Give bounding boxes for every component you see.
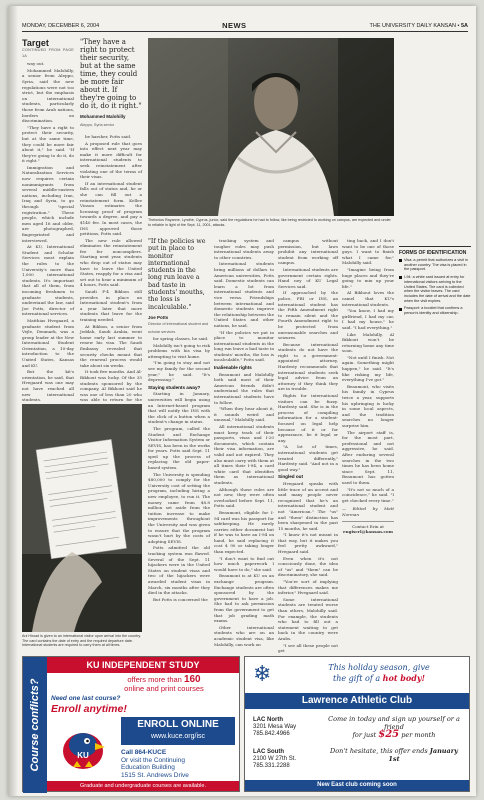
contact-line: Contact Erin at engiscrl@kansan.com (342, 521, 394, 535)
col3b-paragraphs (148, 391, 210, 602)
paragraph: The new rule allowed eliminates the reinstatement fee for noncompliers. Starting next year, students who drop out of status may have to leave the United States, reapply for a visa and set out to hear a minimum of 4 hours, Potts said. (80, 237, 142, 288)
paragraph: But Potts is concerned the (153, 596, 208, 602)
ku-ad-online-url[interactable]: www.kuce.org/isc (150, 733, 206, 740)
paragraph: "Imagine being from huge places and they're going to mix up your life." (342, 266, 394, 289)
contact-email[interactable]: engiscrl@kansan.com (343, 529, 393, 535)
paragraph: At Bikbon, a senior from Jeddah, Saudi Arabia, went home early last summer to renew his visa. The Saudi Embassy revealed that security checks meant that the renewal process would take about six weeks. (80, 323, 142, 368)
paragraph: Like Malohilly, Al Bikhout won't be returning home any time soon. (342, 331, 394, 354)
paragraph: Even when it's not consciously done, the idea of "us" and "them" can be discriminatory, she said. (278, 555, 338, 578)
continued-from-label: CONTINUED FROM PAGE 1A (22, 48, 74, 58)
paragraph: Al Bikhout loves the camel that KU's international students. (342, 290, 394, 307)
paragraph: Beaumont, who visits his family in Cyprus twice a year, supports his upbringing is lucky in some local aspects, and the tradition searches no longer surprise him. (342, 383, 394, 428)
col3-paragraphs (148, 336, 210, 383)
page-fold-shadow (8, 6, 18, 796)
paragraph: Matthias Hvegaard, a graduate student from Vejle, Denmark, was a group leader at the New International Student Orientation, a 10-day introduction to the United States, Kansas and KU. (22, 317, 74, 368)
paragraph: "I see all these people not get (278, 642, 338, 654)
paragraph: Beaumont is at KU on an exchange program. Exchange students are often sponsored by the government to have a job. She had to ask permission from the government to get that job grading math exams. (214, 573, 274, 624)
ku-ad-title: KU INDEPENDENT STUDY (86, 660, 200, 670)
portrait-illustration (148, 38, 394, 216)
card-illustration (22, 404, 142, 632)
paragraph: Other international students who are on an academic student visa, like Malohilly, can work on (214, 624, 274, 647)
pullquote2-role: Director of international student and scholar services (148, 322, 209, 334)
lac-ad-promo: Come in today and sign up yourself or a friend for just $25 per month (328, 715, 460, 740)
lac-ad-footer: New East club coming soon (245, 780, 469, 791)
paragraph: If an international student falls out of status and, he or she can fill out a reinstatement form. Kellee Vinson estimates the licensing proof of program towards a degree, and pay a $140 fee. In most cases, the INS approved those petitions, Potts said. (80, 180, 142, 237)
article-column-3 (148, 336, 210, 636)
header-date: MONDAY, DECEMBER 6, 2004 (22, 22, 100, 29)
paragraph: be harsher, Potts said. (85, 134, 132, 139)
paragraph: Saudi F-4 Bikbon still provides in place an International student's from a year later that more students that leave for the training needed. (80, 289, 142, 322)
pullquote-malohilly (80, 38, 142, 129)
ku-jayhawk-logo (53, 721, 113, 773)
paragraph: Some international students are treated worse than others, Malohilly said. For example, the students who had to fill out a statement waiting to get back in the country were Arabs. (278, 596, 338, 641)
lac-north-location: LAC North 3201 Mesa Way 785.842.4966 (253, 717, 297, 737)
paragraph: "It's not so much of a coincidence," he said. "I get checked every time." (342, 486, 394, 503)
ku-ad-vertical-text: Course conflicts? (29, 678, 41, 772)
col4-paragraphs (214, 238, 274, 363)
lac-ad-title-bar (245, 693, 469, 709)
paragraph: Immigration and Naturalization Services now requires certain nonimmigrants from several middle-eastern nations, including Iran, Iraq and Syria, to go through "special registration." These people, which include men aged 16 and older, are photographed, fingerprinted and interviewed. (22, 164, 74, 243)
ku-ad-offers: offers more than 160 online and print courses (124, 674, 204, 693)
ku-ad-enroll: Enroll anytime! (51, 703, 127, 715)
paragraph: Starting in January, universities will begin using an Internet-based program that will notify the INS with the click of a button when a student's change in status. (148, 391, 210, 425)
paragraph: Beaumont, eligible for I-94 card was his passport for safekeeping. He rarely carries either document but if he was to have an I-94 on hand, he said replacing it cost $ 90 or taking longer than expected. (214, 509, 274, 555)
article-kicker: Target (22, 38, 49, 48)
paragraph: "I'm going to stay and not see my family for the second year," he said. "It's depressing." (148, 360, 210, 383)
sidebar-list (399, 258, 471, 316)
paragraph: Beaumont and Malohilly both said most of their American friends didn't understand the rules that international students have to follow. (214, 371, 274, 405)
ku-brand-letters: KU (77, 751, 89, 760)
ku-ad-need: Need one last course? (51, 695, 121, 702)
ku-ad-course-count: 160 (183, 674, 201, 685)
newspaper-page (8, 6, 476, 796)
identification-sidebar (399, 246, 471, 319)
paragraph: "A lot of times, international students get treated differently," Hardesty said. "And not in a good way." (278, 444, 338, 472)
ku-ad-vertical-band (23, 657, 47, 793)
lac-north-phone[interactable]: 785.842.4966 (253, 731, 290, 737)
paragraph: A proposed rule that goes into effect next year may make it more difficult for international students to seek reinstatement after violating one of the terms of their visas. (80, 140, 142, 180)
paragraph: If approached by the police, FBI or INS, an international student has the Fifth Amendment right to remain silent and the Fourth Amendment right to be protected from unreasonable searches and seizures. (278, 290, 338, 341)
paragraph: International students bring millions of dollars to American universities, Potts said. Domestic students can learn a lot from international students and vice versa. Friendships between international and domestic students improve the relationship between the United States and other nations, he said. (214, 261, 274, 328)
paragraph: "They have a right to protect their security, but at the same time, they could be more fair about it," he said. "If they're going to do it, do it right." (22, 124, 74, 164)
paragraph: ting back, and I don't want to be one of those guys. I want to finish what I came for," Malohilly said. (342, 238, 394, 266)
ku-ad-title-bar (47, 657, 239, 673)
ku-ad-footer: Graduate and undergraduate courses are available. (47, 781, 239, 791)
paragraph: tracking system and tougher rules may push international students away to other countries. (214, 238, 274, 260)
paragraph: The airport staff is, for the most part, professional and not aggressive, he said. After enduring several searches in the two times he has been home since Sept. 11, Beaumont has gotten used to them. (342, 429, 394, 485)
article-column-6 (342, 238, 394, 636)
photo2-caption: Ani Hiroad is given to an international visitor upon arrival into the country. The card contains the date of entry and the required departure date. International students are required to carry them at all times. (22, 634, 142, 648)
ku-ad-online-title: ENROLL ONLINE (137, 719, 219, 730)
article-column-4 (214, 238, 274, 647)
article-column-2 (80, 134, 142, 403)
paragraph: The program, called the Student and Exchange Visitor Information System or SEVIS, has been in the works for years. Potts said Sept. 11 sped up the process of replacing the old paper-based system. (148, 425, 210, 471)
pullquote2-text: "If the policies we put in place to monitor international students in the long run leave a bad taste in students' mouths, the loss is incalculable." (148, 238, 206, 311)
edited-by: — Edited by Matt Norman (342, 506, 394, 517)
subhead-staying-away: Staying students away? (148, 384, 201, 390)
pullquote2-name: Joe Potts (148, 314, 169, 320)
page-header (22, 20, 468, 32)
header-paper: THE UNIVERSITY DAILY KANSAN • 5A (369, 22, 468, 29)
photo-student-portrait (148, 38, 394, 216)
paragraph: "I know it's not meant in that way, but it makes you feel pretty awkward," Hvegaard said. (278, 532, 338, 555)
col5b-paragraphs (278, 481, 338, 654)
lac-south-location: LAC South 2100 W 27th St. 785.331.2288 (253, 749, 297, 769)
sidebar-item-passport: Passport: a booklet that confirms a person's identity and citizenship. (399, 306, 471, 315)
col6-paragraphs (342, 238, 394, 503)
paragraph: "You know, I had my girlfriend, I had my car, I had my house," he said. "I had everything." (342, 308, 394, 330)
lawrence-athletic-club-ad[interactable] (244, 656, 470, 792)
pullquote-potts (148, 238, 210, 336)
paragraph: The University is spending $80,000 to comply for the University cost of setting the program, including hiring a new employee, to run it. The money came from $8.8 million set aside from the tuition increase to make improvements throughout the University and was given to ensure that the program wasn't hurt by the costs of adopting SEVIS. (148, 471, 210, 544)
photo1-caption: Thelonius Rayanne, Lyndhe, Cyprus, junior, said the regulations he had to follow, like being restricted to working on campus, are expected and under to reliable in light of the Sept. 11, 2001, attacks. (148, 218, 391, 227)
lac-ad-title: Lawrence Athletic Club (301, 695, 413, 706)
paragraph: International students are government certain rights. Hand ney of KU Legal Services said. (278, 266, 338, 289)
pullquote-name: Mohammed Malohilly (80, 114, 126, 119)
paragraph: way out. (27, 61, 45, 67)
paragraph: It took five months. And Al-Bikhout was lucky. Of the 35 students sponsored by the company, Al Bikhout said he was one of less than 20 who was able to return for the (80, 369, 142, 403)
sidebar-item-visa: Visa: a permit that authorizes a visit in another country. The visa is placed in the passport. (399, 258, 471, 272)
article-column-5 (278, 238, 338, 654)
article-column-1 (22, 38, 74, 403)
paragraph: Malohilly isn't going to risk problems with his visa by attempting to visit home. (148, 342, 210, 359)
pullquote-text: "They have a right to protect their security, but at the same time, they could be more fair about it. If they're going to do it, do it right." (80, 38, 142, 110)
paragraph: Potts admitted the old tracking system was flawed. Several of the Sept. 11 hijackers were in the United States on student visas and two of the hijackers were awarded student visas in March, six months after they died in the attacks. (148, 545, 210, 596)
paragraph: At KU, International Student and Scholar Services must explain the rules to the University's more than 1,000 international students. It's important that all of them, from incoming freshmen to graduate students, understand the law, said Joe Potts, director of international services. (22, 244, 74, 317)
sidebar-title: FORMS OF IDENTIFICATION (399, 250, 467, 256)
paragraph: Hvegaard speaks with little trace of an accent and said many people never recognized that he's an international student and not "American." The "us" and "them" distinction has been sharpened in the past 15 months, he said. (278, 480, 338, 531)
lac-promo-price: $25 (378, 729, 400, 740)
paragraph: All international students must keep track of their passports, visas and I-20 documents, which contain their visa information, are valid and not expired. They also must carry with them at all times their I-94, a card white card that identifies them as international students. (214, 424, 274, 485)
col4b-paragraphs (214, 372, 274, 648)
pullquote-role: Aleppo, Syria senior (80, 123, 114, 127)
subhead-singled-out: Singled out (278, 474, 304, 480)
paragraph: "Not until I finish. Not again. Something might happen," he said. "It's like risking my life, everything I've got." (342, 354, 394, 383)
subhead-rights: Inalienable rights (214, 365, 252, 371)
paragraph: Mohammed Malohilly, a senior from Aleppo, Syria, said the new regulations were not too strict, but the emphasis on international students, particularly those from Arab nations, borders on discrimination. (22, 67, 74, 124)
ku-ad-phone[interactable]: Call 864-KUCE (121, 749, 167, 756)
paragraph: "You're sort of implying that differences makes me inferior," Hvegaard said. (278, 579, 338, 596)
ku-independent-study-ad[interactable] (22, 656, 240, 792)
lac-snowflake-icon: ❄ (253, 661, 272, 686)
lac-south-phone[interactable]: 785.331.2288 (253, 763, 290, 769)
sidebar-item-i94: I-94: a white card issued at entry for international visitors arriving to the United States. The card is collected when the visitor leaves. The card includes the date of arrival and the date when the visit expires. (399, 275, 471, 303)
paragraph: Rights for international visitors can be fuzzy. Hardesty said. She is in the process of compiling information for a student-focused on legal help because of it or for appearance, be it legal or any. (278, 393, 338, 443)
photo-i94-card (22, 404, 142, 632)
lac-ad-tag-strong: hot body! (382, 673, 425, 683)
paragraph: "When they hear about it, it sounds weird and unusual," Malohilly said. (214, 406, 274, 423)
paragraph: for spring classes, he said. (153, 336, 209, 341)
col5-paragraphs (278, 238, 338, 472)
ku-ad-contact: Call 864-KUCE Or visit the Continuing Education Building 1515 St. Andrews Drive (121, 749, 189, 779)
paragraph: But the kit's orientation, he said, that Hvegaard was one may not have reached all new international students. (22, 369, 74, 403)
header-section: NEWS (222, 21, 247, 30)
paragraph: "If the policies we put in place to monitor international students in the long run leave a bad taste in students' mouths, the loss is incalculable," Potts said. (214, 329, 274, 363)
paragraph: Although those rules are not new, they were often overlooked before Sept. 11, Potts said. (214, 486, 274, 509)
paragraph: Because international students do not have the right to a government-appointed attorney, Hardesty recommends that international students seek legal advice from an attorney if they think they are in trouble. (278, 341, 338, 392)
ku-ad-online-box (121, 717, 235, 745)
paragraph: campus without permission, but laws prohibit any international student from working off campus. (278, 238, 338, 266)
lac-ad-tagline: This holiday season, give the gift of a hot body! (328, 663, 430, 683)
lac-ad-hesitate: Don't hesitate, this offer ends January 1st (330, 747, 458, 763)
paragraph: "I don't want to find out how much paperwork I would have to do," she said. (214, 555, 274, 572)
